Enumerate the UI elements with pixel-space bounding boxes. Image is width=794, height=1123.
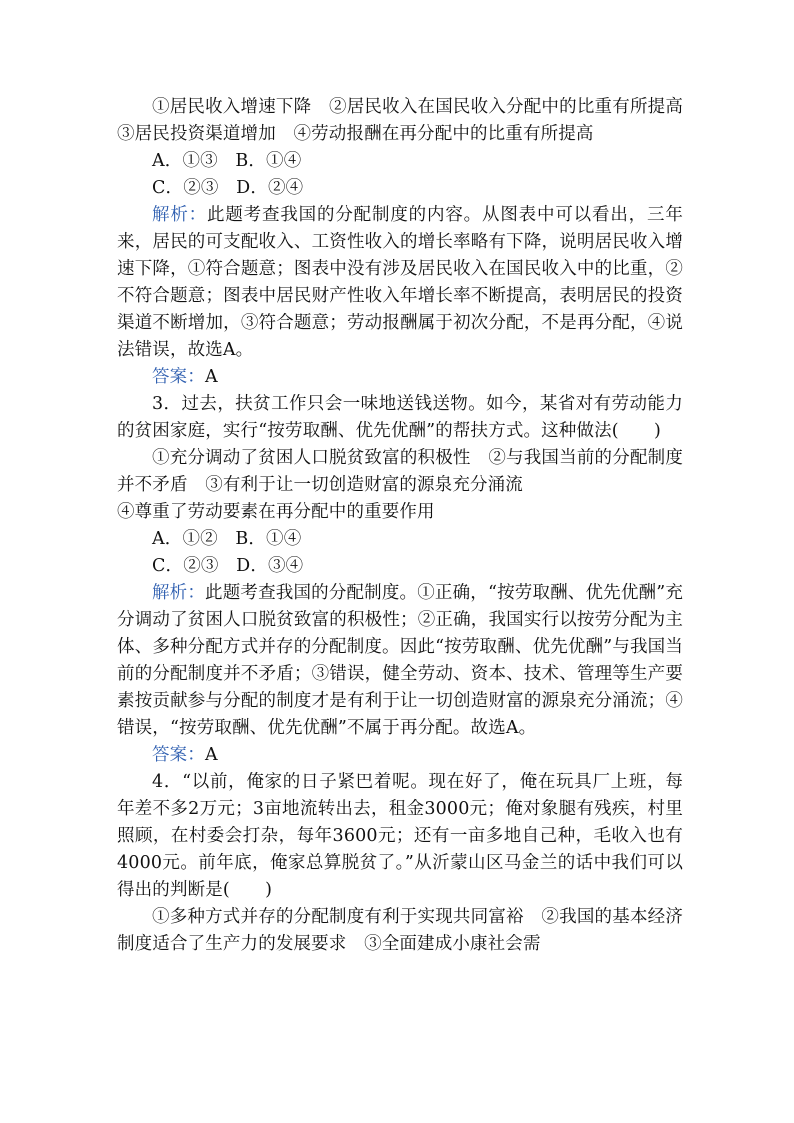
q3-answer-value: A [204,745,218,765]
q3-statements-b: ④尊重了劳动要素在再分配中的重要作用 [117,502,435,522]
question-content [117,94,701,958]
q3-answer [117,742,683,769]
q3-answer-label: 答案： [152,745,205,765]
q3-stem: 3．过去，扶贫工作只会一味地送钱送物。如今，某省对有劳动能力的贫困家庭，实行“按劳取酬、优先优酬”的帮扶方式。这种做法( ) [117,394,683,441]
q3-analysis-text: 此题考查我国的分配制度。①正确，“按劳取酬、优先优酬”充分调动了贫困人口脱贫致富的积极性；②正确，我国实行以按劳分配为主体、多种分配方式并存的分配制度。因此“按劳取酬、优先优酬”与我国当前的分配制度并不矛盾；③错误，健全劳动、资本、技术、管理等生产要素按贡献参与分配的制度才是有利于让一切创造财富的源泉充分涌流；④错误，“按劳取酬、优先优酬”不属于再分配。故选A。 [117,583,683,738]
q2-analysis [117,202,683,364]
q2-statements: ①居民收入增速下降 ②居民收入在国民收入分配中的比重有所提高 ③居民投资渠道增加 ④劳动报酬在再分配中的比重有所提高 [117,97,701,144]
q2-analysis-label: 解析： [152,205,208,225]
q3-analysis-label: 解析： [152,583,206,603]
q4-stem: 4．“以前，俺家的日子紧巴着呢。现在好了，俺在玩具厂上班，每年差不多2万元；3亩地流转出去，租金3000元；俺对象腿有残疾，村里照顾，在村委会打杂，每年3600元；还有一亩多地自己种，毛收入也有4000元。前年底，俺家总算脱贫了。”从沂蒙山区马金兰的话中我们可以得出的判断是( ) [117,772,683,900]
q2-options-row2: C．②③ D．②④ [152,178,304,198]
q3-options-row2: C．②③ D．③④ [152,556,304,576]
q4-statements: ①多种方式并存的分配制度有利于实现共同富裕 ②我国的基本经济制度适合了生产力的发展要求 ③全面建成小康社会需 [117,907,683,954]
q3-statements-a: ①充分调动了贫困人口脱贫致富的积极性 ②与我国当前的分配制度并不矛盾 ③有利于让一切创造财富的源泉充分涌流 [117,448,683,495]
q2-answer [117,364,683,391]
q3-analysis [117,580,683,742]
q3-options-row1: A．①② B．①④ [152,529,302,549]
q2-answer-label: 答案： [152,367,205,387]
q2-analysis-text: 此题考查我国的分配制度的内容。从图表中可以看出，三年来，居民的可支配收入、工资性收入的增长率略有下降，说明居民收入增速下降，①符合题意；图表中没有涉及居民收入在国民收入中的比重，②不符合题意；图表中居民财产性收入年增长率不断提高，表明居民的投资渠道不断增加，③符合题意；劳动报酬属于初次分配，不是再分配，④说法错误，故选A。 [117,205,684,360]
q2-answer-value: A [204,367,218,387]
q2-options-row1: A．①③ B．①④ [152,151,302,171]
